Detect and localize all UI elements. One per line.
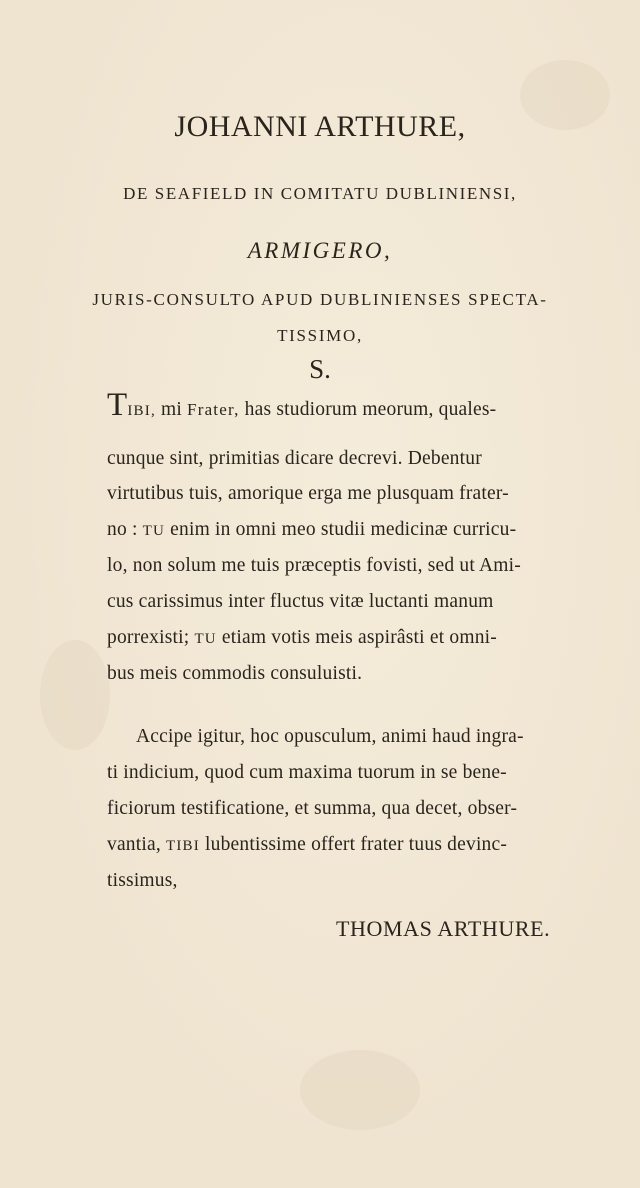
paragraph-1-line-8: bus meis commodis consuluisti. [107, 663, 363, 684]
dedication-location: DE SEAFIELD IN COMITATU DUBLINIENSI, [123, 184, 517, 203]
paragraph-2-line-3: ficiorum testificatione, et summa, qua decet, obser- [107, 798, 518, 819]
text-span: no : [107, 519, 143, 540]
paragraph-1-line-6: cus carissimus inter fluctus vitæ luctanti manum [107, 591, 494, 612]
smallcaps-word: TU [194, 631, 217, 647]
salutation: S. [309, 354, 331, 384]
text-span: enim in omni meo studii medicinæ curricu- [165, 519, 517, 540]
dedication-rank: ARMIGERO, [247, 238, 393, 263]
paragraph-2-line-1: Accipe igitur, hoc opusculum, animi haud ingra- [136, 726, 524, 747]
smallcaps-word: TU [142, 523, 166, 539]
paragraph-2-line-5: tissimus, [107, 870, 178, 891]
signature: THOMAS ARTHURE. [336, 916, 551, 941]
paragraph-1-line-1 [107, 389, 496, 422]
paragraph-1-line-5: lo, non solum me tuis præceptis fovisti, sed ut Ami- [107, 555, 521, 576]
drop-cap: T [107, 387, 128, 423]
text-span: vantia, [107, 834, 166, 855]
dedication-title: JOHANNI ARTHURE, [174, 110, 466, 143]
paragraph-1-line-7 [107, 627, 497, 649]
paper-stain [300, 1050, 420, 1130]
smallcaps-word: Frater, [187, 400, 240, 419]
paragraph-1-line-2: cunque sint, primitias dicare decrevi. Debentur [107, 448, 482, 469]
paragraph-2-line-2: ti indicium, quod cum maxima tuorum in se bene- [107, 762, 507, 783]
paragraph-1-line-4 [107, 519, 516, 541]
text-span: has studiorum meorum, quales- [239, 399, 497, 420]
text-span: etiam votis meis aspirâsti et omni- [216, 627, 497, 648]
dedication-profession-line1: JURIS-CONSULTO APUD DUBLINIENSES SPECTA- [92, 290, 548, 309]
text-span: lubentissime offert frater tuus devinc- [199, 834, 508, 855]
paper-stain [40, 640, 110, 750]
paragraph-1-line-3: virtutibus tuis, amorique erga me plusquam frater- [107, 483, 509, 504]
text-span: mi [155, 399, 188, 420]
smallcaps-word: IBI, [127, 403, 156, 419]
paragraph-2-line-4 [107, 834, 507, 856]
dedication-profession-line2: TISSIMO, [277, 326, 363, 345]
smallcaps-word: TIBI [166, 838, 200, 854]
text-span: porrexisti; [107, 627, 195, 648]
